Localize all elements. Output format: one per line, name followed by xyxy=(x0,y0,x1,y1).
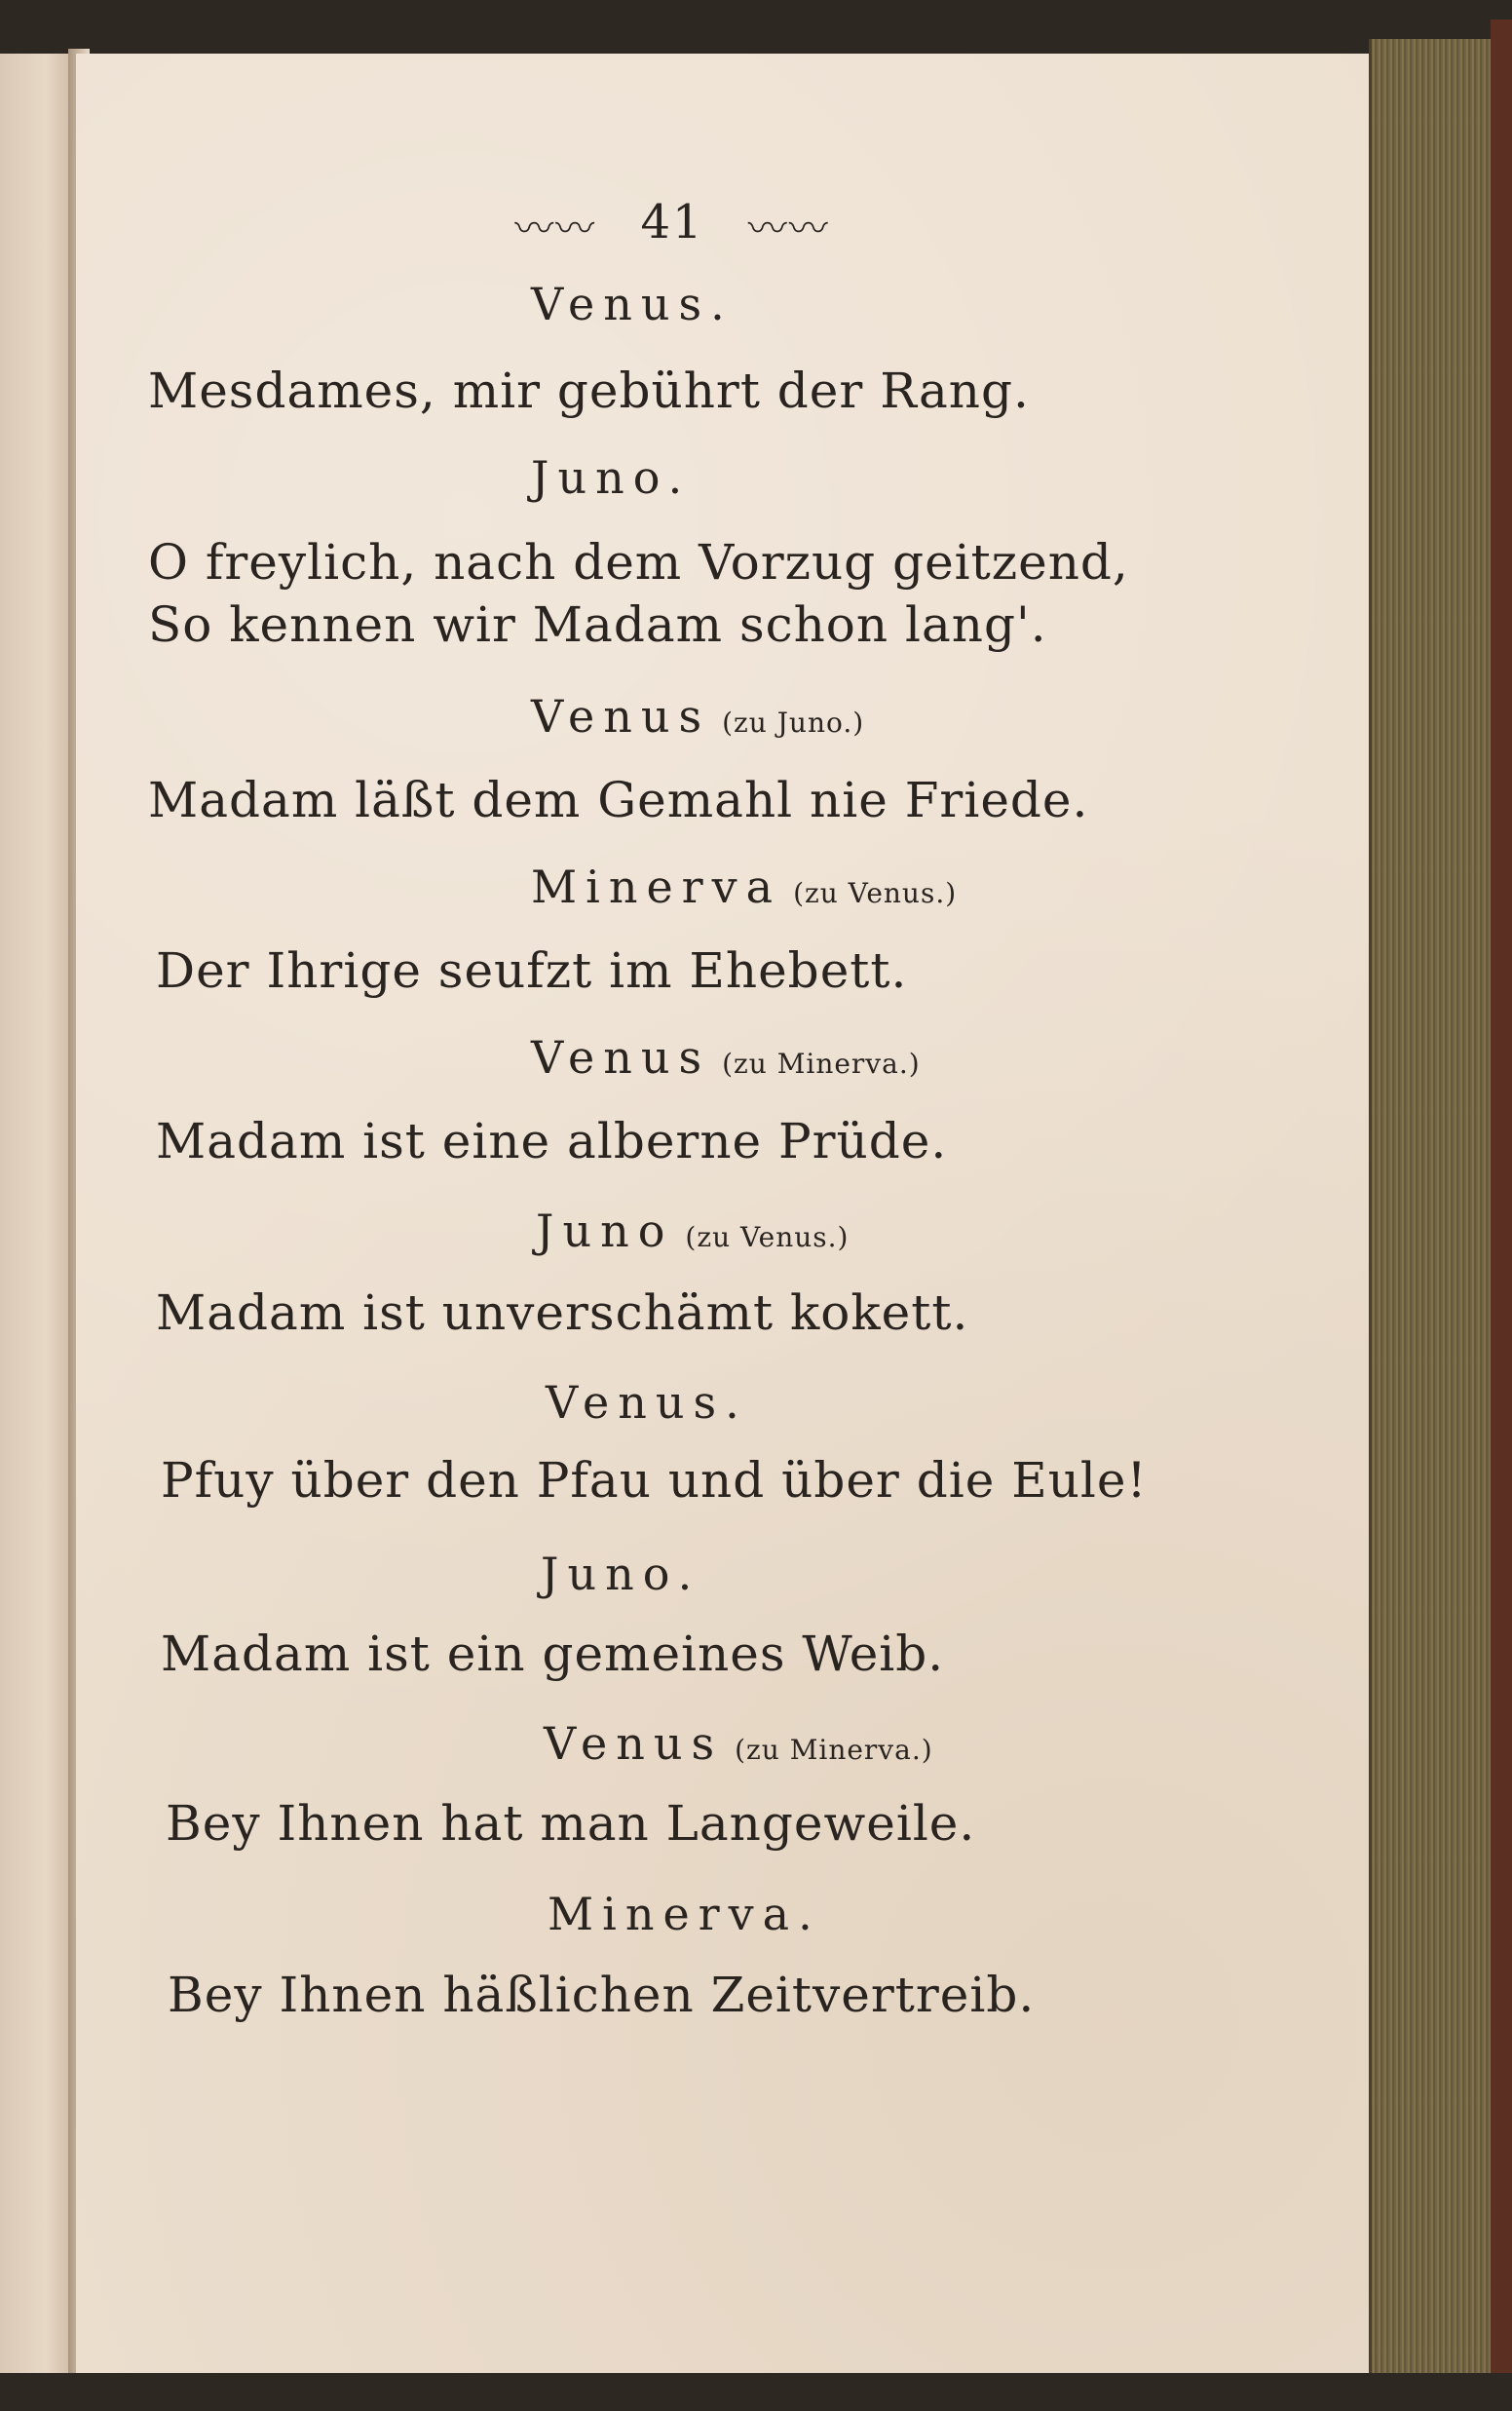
verse-line: Bey Ihnen häßlichen Zeitvertreib. xyxy=(168,1967,1036,2023)
ornament-right: 〰〰 xyxy=(747,207,830,251)
ornament-left: 〰〰 xyxy=(514,207,597,251)
stage-direction: (zu Minerva.) xyxy=(722,1048,921,1080)
verse-line: Mesdames, mir gebührt der Rang. xyxy=(148,363,1030,419)
speaker-heading xyxy=(546,1376,748,1429)
speaker-heading xyxy=(536,1205,849,1257)
speaker-heading xyxy=(531,451,691,504)
speaker-name: Venus. xyxy=(546,1376,748,1429)
speaker-name: Juno xyxy=(536,1205,674,1257)
speaker-heading xyxy=(531,278,734,330)
stage-direction: (zu Juno.) xyxy=(722,707,865,739)
speaker-name: Minerva xyxy=(531,861,782,913)
verse-line: So kennen wir Madam schon lang'. xyxy=(148,596,1047,653)
speaker-heading xyxy=(531,690,864,743)
verse-line: Madam läßt dem Gemahl nie Friede. xyxy=(148,772,1089,828)
page-header xyxy=(507,195,838,253)
verse-line: Bey Ihnen hat man Langeweile. xyxy=(166,1795,976,1852)
speaker-heading xyxy=(548,1888,821,1940)
verse-line: Madam ist ein gemeines Weib. xyxy=(161,1626,945,1682)
stage-direction: (zu Minerva.) xyxy=(735,1734,933,1766)
speaker-name: Venus xyxy=(531,690,711,743)
speaker-heading xyxy=(531,1031,921,1084)
speaker-name: Juno. xyxy=(541,1548,701,1600)
speaker-name: Venus xyxy=(531,1031,711,1084)
stage-direction: (zu Venus.) xyxy=(793,877,958,909)
verse-line: Madam ist unverschämt kokett. xyxy=(156,1284,969,1341)
speaker-heading xyxy=(544,1717,933,1770)
speaker-name: Juno. xyxy=(531,451,692,504)
speaker-name: Venus. xyxy=(531,278,734,330)
verse-line: Pfuy über den Pfau und über die Eule! xyxy=(161,1452,1148,1509)
verse-line: Madam ist eine alberne Prüde. xyxy=(156,1113,948,1169)
speaker-heading xyxy=(541,1548,700,1600)
speaker-heading xyxy=(531,861,957,913)
speaker-name: Venus xyxy=(544,1717,724,1770)
verse-line: Der Ihrige seufzt im Ehebett. xyxy=(156,942,908,999)
stage-direction: (zu Venus.) xyxy=(685,1221,850,1253)
verse-line: O freylich, nach dem Vorzug geitzend, xyxy=(148,534,1129,591)
speaker-name: Minerva. xyxy=(548,1888,821,1940)
page-number: 41 xyxy=(640,195,704,249)
